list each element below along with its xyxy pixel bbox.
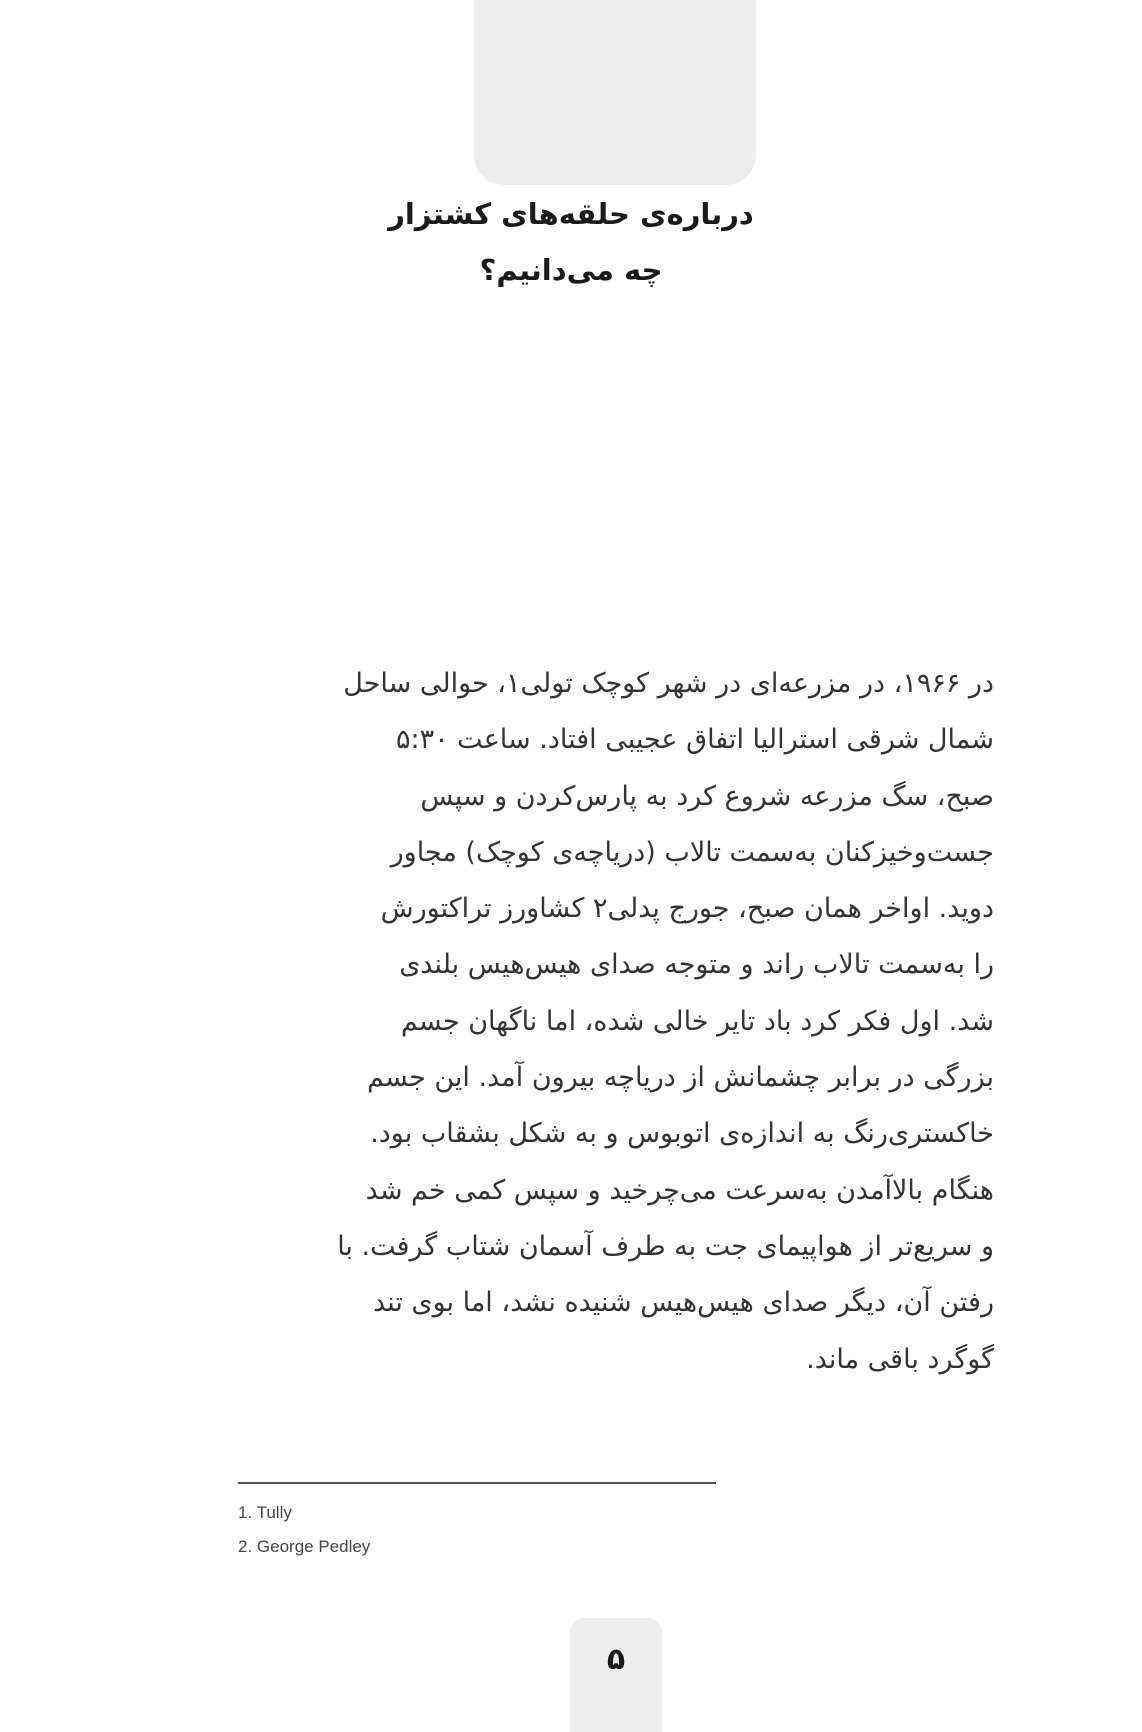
page-number: ۵	[606, 1642, 626, 1677]
body-line-6: را به‌سمت تالاب راند و متوجه صدای هیس‌هیس بلندی	[399, 949, 994, 981]
body-line-8: بزرگی در برابر چشمانش از دریاچه بیرون آمد. این جسم	[367, 1062, 994, 1094]
top-decorative-tab	[474, 0, 756, 185]
body-paragraph	[238, 656, 994, 1388]
chapter-title-line-2: چه می‌دانیم؟	[479, 253, 663, 287]
body-line-4: جست‌وخیزکنان به‌سمت تالاب (دریاچه‌ی کوچک) مجاور	[390, 836, 994, 868]
body-line-9: خاکستری‌رنگ به اندازه‌ی اتوبوس و به شکل بشقاب بود.	[370, 1118, 994, 1150]
body-line-2: شمال شرقی استرالیا اتفاق عجیبی افتاد. ساعت ۵:۳۰	[395, 724, 994, 756]
body-line-3: صبح، سگ مزرعه شروع کرد به پارس‌کردن و سپس	[420, 780, 994, 812]
chapter-title	[300, 186, 842, 298]
footnote-divider	[238, 1482, 716, 1484]
chapter-title-line-1: درباره‌ی حلقه‌های کشتزار	[388, 197, 754, 231]
body-line-1: در ۱۹۶۶، در مزرعه‌ای در شهر کوچک تولی۱، حوالی ساحل	[343, 668, 994, 699]
body-line-10: هنگام بالاآمدن به‌سرعت می‌چرخید و سپس کمی خم شد	[365, 1174, 994, 1206]
footnote-1: 1. Tully	[238, 1503, 292, 1522]
body-line-5: دوید. اواخر همان صبح، جورج پدلی۲ کشاورز تراکتورش	[380, 893, 994, 925]
page-number-tab	[570, 1618, 662, 1732]
footnotes	[238, 1496, 738, 1564]
body-line-12: رفتن آن، دیگر صدای هیس‌هیس شنیده نشد، اما بوی تند	[373, 1287, 994, 1319]
body-line-11: و سریع‌تر از هواپیمای جت به طرف آسمان شتاب گرفت. با	[337, 1230, 994, 1262]
body-line-13: گوگرد باقی ماند.	[806, 1343, 994, 1375]
body-line-7: شد. اول فکر کرد باد تایر خالی شده، اما ناگهان جسم	[400, 1005, 994, 1037]
footnote-2: 2. George Pedley	[238, 1537, 371, 1556]
